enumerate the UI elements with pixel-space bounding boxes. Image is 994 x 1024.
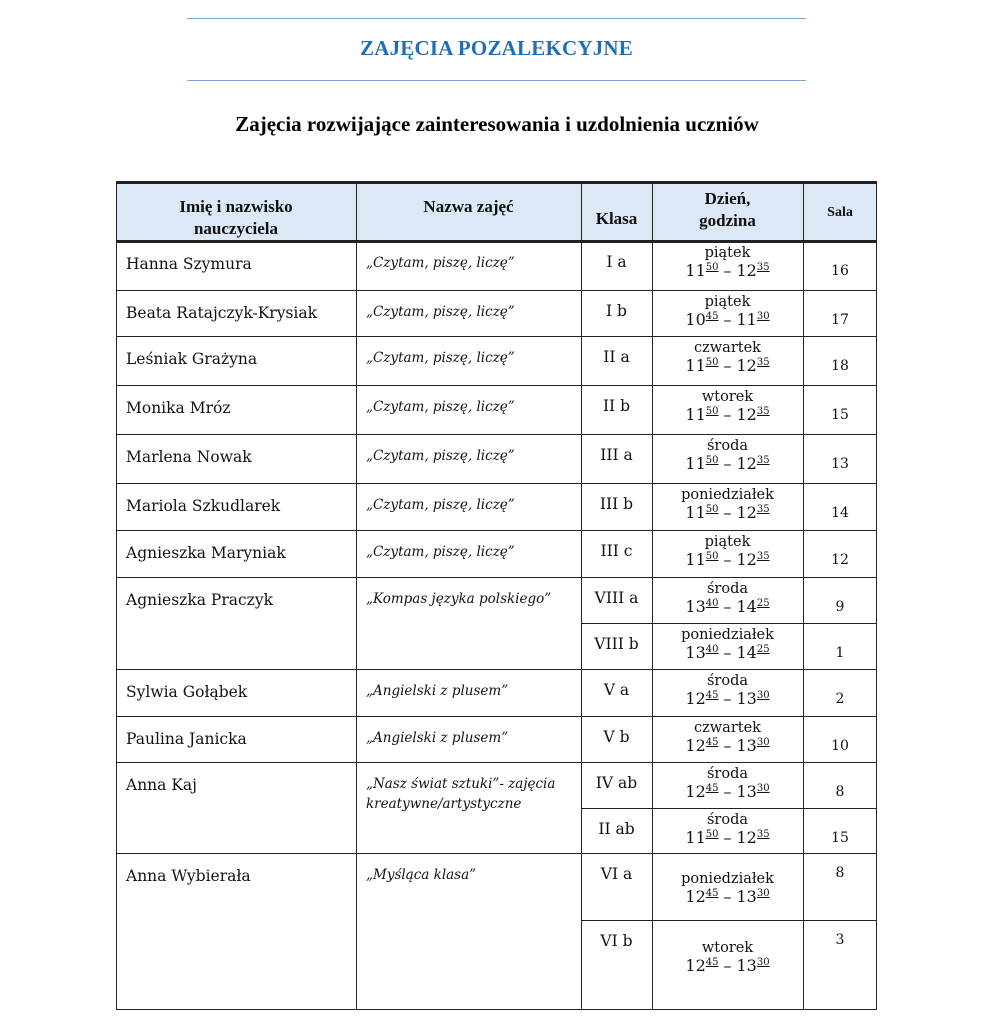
column-divider <box>652 182 653 1010</box>
day-time <box>652 533 803 569</box>
start-hour: 12 <box>685 689 706 708</box>
teacher-name: Sylwia Gołąbek <box>126 683 248 701</box>
header-teacher-line2: nauczyciela <box>193 219 279 238</box>
row-divider <box>116 290 877 291</box>
header-course: Nazwa zajęć <box>423 197 514 216</box>
time-dash: – <box>723 643 732 662</box>
time-range <box>652 737 803 755</box>
title-underline-rule <box>187 80 806 81</box>
start-minute: 50 <box>705 357 719 368</box>
day-name: piątek <box>704 294 751 310</box>
teacher-name: Paulina Janicka <box>126 730 247 748</box>
time-dash: – <box>723 356 732 375</box>
day-time <box>652 244 803 280</box>
day-name: piątek <box>704 245 751 261</box>
start-hour: 11 <box>685 828 706 847</box>
day-time <box>652 870 803 906</box>
header-bottom-border <box>116 240 877 243</box>
row-divider <box>116 669 877 670</box>
course-name: „Czytam, piszę, liczę” <box>366 399 515 415</box>
end-hour: 11 <box>736 310 757 329</box>
end-hour: 13 <box>736 689 757 708</box>
day-name: wtorek <box>701 940 754 956</box>
header-teacher <box>116 196 356 240</box>
start-hour: 11 <box>685 454 706 473</box>
day-time <box>652 626 803 662</box>
course-name: „Angielski z plusem” <box>366 730 509 746</box>
start-minute: 50 <box>705 262 719 273</box>
header-day-line2: godzina <box>699 211 756 230</box>
end-minute: 25 <box>756 644 770 655</box>
time-dash: – <box>723 454 732 473</box>
day-name: czwartek <box>694 720 761 736</box>
room-number: 15 <box>831 407 849 423</box>
end-minute: 35 <box>756 406 770 417</box>
schedule-table <box>116 182 877 1010</box>
day-time <box>652 580 803 616</box>
course-name: „Czytam, piszę, liczę” <box>366 544 515 560</box>
class-label: II a <box>603 348 630 366</box>
time-dash: – <box>723 887 732 906</box>
time-dash: – <box>723 405 732 424</box>
room-number: 8 <box>835 865 845 881</box>
day-time <box>652 486 803 522</box>
end-hour: 12 <box>736 550 757 569</box>
sub-row-divider <box>581 920 877 921</box>
time-dash: – <box>723 261 732 280</box>
room-number: 13 <box>831 456 849 472</box>
class-label: I a <box>606 253 627 271</box>
end-hour: 12 <box>736 356 757 375</box>
time-range <box>652 455 803 473</box>
row-divider <box>116 530 877 531</box>
header-day-line1: Dzień, <box>704 189 751 208</box>
room-number: 9 <box>835 599 845 615</box>
room-number: 10 <box>831 738 849 754</box>
end-hour: 12 <box>736 454 757 473</box>
class-label: III c <box>600 542 633 560</box>
time-dash: – <box>723 828 732 847</box>
start-minute: 45 <box>705 690 719 701</box>
sub-row-divider <box>581 623 877 624</box>
end-hour: 13 <box>736 887 757 906</box>
row-divider <box>116 762 877 763</box>
start-minute: 45 <box>705 311 719 322</box>
end-hour: 13 <box>736 736 757 755</box>
class-label: I b <box>606 302 627 320</box>
row-divider <box>116 577 877 578</box>
time-range <box>652 783 803 801</box>
start-minute: 40 <box>705 644 719 655</box>
class-label: V a <box>603 681 630 699</box>
end-hour: 12 <box>736 828 757 847</box>
teacher-name: Agnieszka Praczyk <box>126 591 273 609</box>
course-name: „Czytam, piszę, liczę” <box>366 497 515 513</box>
teacher-name: Leśniak Grażyna <box>126 350 258 368</box>
time-dash: – <box>723 310 732 329</box>
end-minute: 30 <box>756 737 770 748</box>
end-minute: 30 <box>756 888 770 899</box>
time-dash: – <box>723 782 732 801</box>
class-label: II b <box>602 397 631 415</box>
time-range <box>652 357 803 375</box>
day-name: piątek <box>704 534 751 550</box>
end-minute: 30 <box>756 783 770 794</box>
end-minute: 25 <box>756 598 770 609</box>
day-name: poniedziałek <box>681 487 774 503</box>
course-name: „Czytam, piszę, liczę” <box>366 350 515 366</box>
teacher-name: Anna Kaj <box>126 776 197 794</box>
day-name: środa <box>706 812 749 828</box>
row-divider <box>116 434 877 435</box>
day-time <box>652 339 803 375</box>
teacher-name: Agnieszka Maryniak <box>126 544 286 562</box>
day-name: środa <box>706 673 749 689</box>
class-label: VI b <box>600 932 633 950</box>
teacher-name: Beata Ratajczyk-Krysiak <box>126 304 317 322</box>
time-dash: – <box>723 736 732 755</box>
sub-row-divider <box>581 808 877 809</box>
end-minute: 35 <box>756 504 770 515</box>
class-label: V b <box>603 728 630 746</box>
header-teacher-line1: Imię i nazwisko <box>179 197 293 216</box>
day-name: czwartek <box>694 340 761 356</box>
course-name: „Angielski z plusem” <box>366 683 509 699</box>
start-hour: 13 <box>685 643 706 662</box>
start-minute: 50 <box>705 455 719 466</box>
room-number: 2 <box>835 691 845 707</box>
start-minute: 45 <box>705 888 719 899</box>
course-name-line1: „Nasz świat sztuki”- zajęcia <box>366 776 556 792</box>
course-name: „Czytam, piszę, liczę” <box>366 255 515 271</box>
class-label: VI a <box>600 865 633 883</box>
end-minute: 35 <box>756 551 770 562</box>
day-name: poniedziałek <box>681 627 774 643</box>
day-time <box>652 939 803 975</box>
start-hour: 12 <box>685 956 706 975</box>
time-range <box>652 262 803 280</box>
end-minute: 30 <box>756 690 770 701</box>
start-minute: 50 <box>705 551 719 562</box>
end-hour: 13 <box>736 956 757 975</box>
teacher-name: Monika Mróz <box>126 399 231 417</box>
room-number: 17 <box>831 312 849 328</box>
header-day <box>652 188 803 232</box>
course-name-line2: kreatywne/artystyczne <box>366 796 522 812</box>
start-hour: 12 <box>685 782 706 801</box>
time-range <box>652 406 803 424</box>
column-divider <box>803 182 804 1010</box>
room-number: 8 <box>835 784 845 800</box>
course-name: „Myśląca klasa” <box>366 867 477 883</box>
row-divider <box>116 853 877 854</box>
start-minute: 45 <box>705 957 719 968</box>
class-label: VIII a <box>594 589 639 607</box>
day-time <box>652 719 803 755</box>
table-bottom-border <box>116 1009 877 1010</box>
day-time <box>652 811 803 847</box>
teacher-name: Anna Wybierała <box>126 867 251 885</box>
day-name: środa <box>706 581 749 597</box>
column-divider <box>876 182 877 1010</box>
time-range <box>652 311 803 329</box>
time-dash: – <box>723 597 732 616</box>
end-minute: 30 <box>756 957 770 968</box>
start-hour: 11 <box>685 405 706 424</box>
day-time <box>652 765 803 801</box>
start-hour: 12 <box>685 736 706 755</box>
time-range <box>652 644 803 662</box>
start-minute: 50 <box>705 504 719 515</box>
day-name: wtorek <box>701 389 754 405</box>
time-range <box>652 888 803 906</box>
teacher-name: Hanna Szymura <box>126 255 252 273</box>
column-divider <box>581 182 582 1010</box>
start-hour: 11 <box>685 356 706 375</box>
table-top-border <box>116 181 877 184</box>
time-range <box>652 551 803 569</box>
page-title: ZAJĘCIA POZALEKCYJNE <box>360 36 633 60</box>
room-number: 3 <box>835 932 845 948</box>
time-dash: – <box>723 550 732 569</box>
day-name: środa <box>706 438 749 454</box>
class-label: VIII b <box>594 635 639 653</box>
time-range <box>652 690 803 708</box>
row-divider <box>116 336 877 337</box>
end-hour: 13 <box>736 782 757 801</box>
column-divider <box>116 182 117 1010</box>
end-minute: 35 <box>756 829 770 840</box>
start-minute: 40 <box>705 598 719 609</box>
end-minute: 35 <box>756 455 770 466</box>
start-hour: 11 <box>685 261 706 280</box>
class-label: II ab <box>598 820 635 838</box>
start-hour: 10 <box>685 310 706 329</box>
class-label: IV ab <box>595 774 638 792</box>
start-hour: 12 <box>685 887 706 906</box>
room-number: 1 <box>835 645 845 661</box>
time-range <box>652 598 803 616</box>
start-minute: 45 <box>705 783 719 794</box>
end-hour: 12 <box>736 405 757 424</box>
course-name <box>366 774 555 814</box>
top-rule <box>187 18 806 19</box>
teacher-name: Mariola Szkudlarek <box>126 497 281 515</box>
start-hour: 11 <box>685 503 706 522</box>
day-time <box>652 293 803 329</box>
column-divider <box>356 182 357 1010</box>
start-minute: 50 <box>705 406 719 417</box>
start-hour: 11 <box>685 550 706 569</box>
day-name: poniedziałek <box>681 871 774 887</box>
day-time <box>652 672 803 708</box>
page-subtitle: Zajęcia rozwijające zainteresowania i uzdolnienia uczniów <box>235 112 759 136</box>
time-dash: – <box>723 689 732 708</box>
row-divider <box>116 483 877 484</box>
time-range <box>652 504 803 522</box>
end-hour: 12 <box>736 261 757 280</box>
course-name: „Czytam, piszę, liczę” <box>366 448 515 464</box>
class-label: III b <box>599 495 634 513</box>
end-hour: 12 <box>736 503 757 522</box>
day-name: środa <box>706 766 749 782</box>
teacher-name: Marlena Nowak <box>126 448 252 466</box>
room-number: 14 <box>831 505 849 521</box>
class-label: III a <box>600 446 633 464</box>
header-class: Klasa <box>595 209 638 228</box>
end-minute: 35 <box>756 262 770 273</box>
course-name: „Kompas języka polskiego” <box>366 591 552 607</box>
start-minute: 50 <box>705 829 719 840</box>
room-number: 12 <box>831 552 849 568</box>
time-range <box>652 957 803 975</box>
room-number: 18 <box>831 358 849 374</box>
end-minute: 35 <box>756 357 770 368</box>
row-divider <box>116 385 877 386</box>
day-time <box>652 388 803 424</box>
start-hour: 13 <box>685 597 706 616</box>
start-minute: 45 <box>705 737 719 748</box>
room-number: 15 <box>831 830 849 846</box>
time-range <box>652 829 803 847</box>
end-hour: 14 <box>736 597 757 616</box>
end-minute: 30 <box>756 311 770 322</box>
time-dash: – <box>723 503 732 522</box>
header-room: Sala <box>827 205 853 220</box>
course-name: „Czytam, piszę, liczę” <box>366 304 515 320</box>
row-divider <box>116 716 877 717</box>
time-dash: – <box>723 956 732 975</box>
end-hour: 14 <box>736 643 757 662</box>
room-number: 16 <box>831 263 849 279</box>
day-time <box>652 437 803 473</box>
